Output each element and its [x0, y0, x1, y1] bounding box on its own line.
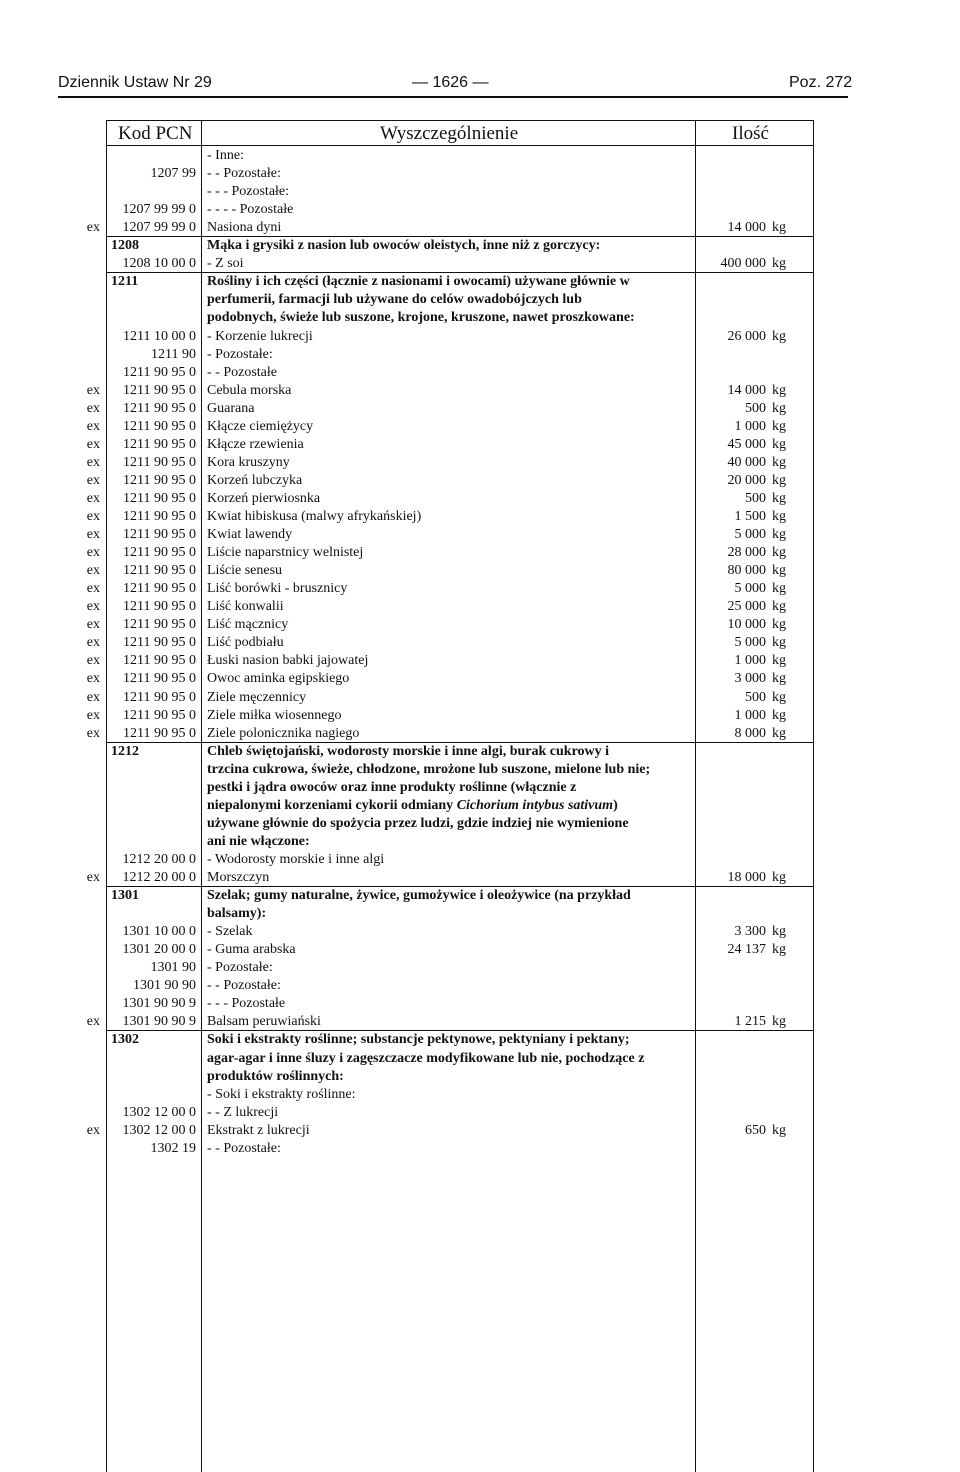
description: - - - Pozostałe: [207, 996, 286, 1012]
quantity-unit: kg: [772, 527, 786, 543]
description: - Wodorosty morskie i inne algi: [207, 851, 385, 867]
table-header-border: [106, 145, 814, 146]
quantity-unit: kg: [772, 924, 786, 940]
pcn-code: 1211 90 95 0: [123, 527, 196, 543]
description: podobnych, świeże lub suszone, krojone, kruszone, nawet proszkowane:: [207, 310, 635, 326]
description: Balsam peruwiański: [207, 1014, 321, 1030]
pcn-code: 1302: [111, 1032, 139, 1048]
table-row: [0, 364, 960, 382]
quantity-unit: kg: [772, 509, 786, 524]
page-header-left: Dziennik Ustaw Nr 29: [58, 74, 212, 91]
quantity-value: 3 300: [734, 924, 766, 940]
group-divider: [106, 886, 814, 887]
description: - Inne:: [207, 148, 244, 163]
pcn-code: 1211 90 95 0: [123, 400, 196, 416]
table-row: [0, 436, 960, 454]
quantity-unit: kg: [772, 472, 786, 488]
quantity-unit: kg: [772, 382, 786, 398]
description: Soki i ekstrakty roślinne; substancje pektynowe, pektyniany i pektany;: [207, 1032, 630, 1048]
pcn-code: 1301 20 00 0: [122, 942, 196, 958]
quantity-value: 5 000: [734, 527, 766, 543]
pcn-code: 1302 12 00 0: [122, 1104, 196, 1120]
pcn-code: 1301 90: [150, 960, 196, 976]
column-header-description: Wyszczególnienie: [380, 123, 519, 144]
quantity-value: 28 000: [727, 545, 766, 561]
description: - Guma arabska: [207, 942, 296, 958]
latin-name: Cichorium intybus sativum: [456, 797, 614, 813]
pcn-code: 1211 90 95 0: [123, 545, 196, 561]
description: Ziele miłka wiosennego: [207, 707, 342, 723]
pcn-code: 1301 90 90 9: [122, 1014, 196, 1030]
description: Chleb świętojański, wodorosty morskie i inne algi, burak cukrowy i: [207, 743, 610, 759]
quantity-value: 24 137: [727, 942, 766, 958]
ex-marker: ex: [86, 509, 100, 524]
quantity-value: 500: [745, 490, 766, 506]
table-row: [0, 273, 960, 291]
description: Kłącze rzewienia: [207, 436, 304, 452]
table-row: [0, 977, 960, 995]
table-row: [0, 1050, 960, 1068]
ex-marker: ex: [86, 472, 100, 488]
pcn-code: 1211 90 95 0: [123, 418, 196, 434]
description: Morszczyn: [207, 870, 270, 885]
quantity-unit: kg: [772, 328, 786, 344]
group-divider: [106, 272, 814, 273]
description: Nasiona dyni: [207, 220, 282, 236]
description: Mąka i grysiki z nasion lub owoców oleistych, inne niż z gorczycy:: [207, 238, 601, 254]
quantity-value: 650: [745, 1122, 766, 1138]
table-row: [0, 201, 960, 219]
description: Owoc aminka egipskiego: [207, 671, 350, 687]
description: Liść konwalii: [207, 599, 284, 615]
quantity-value: 500: [745, 400, 766, 416]
table-row: [0, 382, 960, 400]
description: - - Pozostałe:: [207, 166, 281, 182]
pcn-code: 1211 90 95 0: [123, 635, 196, 651]
table-row: [0, 923, 960, 941]
quantity-value: 500: [745, 689, 766, 705]
ex-marker: ex: [86, 220, 100, 236]
table-row: [0, 887, 960, 905]
ex-marker: ex: [86, 581, 100, 597]
quantity-value: 18 000: [727, 870, 766, 885]
description: - Soki i ekstrakty roślinne:: [207, 1086, 356, 1102]
table-row: [0, 652, 960, 670]
description: Liście senesu: [207, 563, 283, 579]
table-row: [0, 833, 960, 851]
ex-marker: ex: [86, 1122, 100, 1138]
ex-marker: ex: [86, 1014, 100, 1030]
quantity-value: 80 000: [727, 563, 766, 579]
ex-marker: ex: [86, 527, 100, 543]
table-row: [0, 454, 960, 472]
ex-marker: ex: [86, 689, 100, 705]
table-row: [0, 707, 960, 725]
quantity-value: 1 215: [734, 1014, 766, 1030]
quantity-value: 14 000: [727, 220, 766, 236]
table-row: [0, 1031, 960, 1049]
table-row: [0, 255, 960, 273]
ex-marker: ex: [86, 671, 100, 687]
description: agar-agar i inne śluzy i zagęszczacze modyfikowane lub nie, pochodzące z: [207, 1050, 645, 1066]
table-row: [0, 670, 960, 688]
quantity-value: 400 000: [720, 256, 766, 272]
quantity-unit: kg: [772, 942, 786, 958]
pcn-code: 1211 90 95 0: [123, 581, 196, 597]
table-row: [0, 959, 960, 977]
quantity-value: 20 000: [727, 472, 766, 488]
pcn-code: 1211 90 95 0: [123, 490, 196, 506]
ex-marker: ex: [86, 418, 100, 434]
description: - - - Pozostałe:: [207, 184, 290, 200]
quantity-unit: kg: [772, 545, 786, 561]
group-divider: [106, 742, 814, 743]
pcn-code: 1211 90 95 0: [123, 382, 196, 398]
description: - Szelak: [207, 924, 253, 940]
table-row: [0, 183, 960, 201]
pcn-code: 1211 90 95 0: [123, 725, 196, 741]
pcn-code: 1301: [111, 888, 139, 904]
quantity-unit: kg: [772, 1122, 786, 1138]
table-row: [0, 995, 960, 1013]
description: niepalonymi korzeniami cykorii odmiany Cichorium intybus sativum): [207, 797, 618, 813]
table-row: [0, 1086, 960, 1104]
table-row: [0, 472, 960, 490]
ex-marker: ex: [86, 725, 100, 741]
ex-marker: ex: [86, 599, 100, 615]
quantity-unit: kg: [772, 454, 786, 470]
pcn-code: 1211 90 95 0: [123, 671, 196, 687]
table-row: [0, 779, 960, 797]
table-row: [0, 598, 960, 616]
description: - Pozostałe:: [207, 346, 273, 362]
table-row: [0, 580, 960, 598]
pcn-code: 1211 90 95 0: [123, 653, 196, 669]
table-row: [0, 1068, 960, 1086]
pcn-code: 1212 20 00 0: [122, 870, 196, 885]
description: trzcina cukrowa, świeże, chłodzone, mrożone lub suszone, mielone lub nie;: [207, 761, 651, 777]
table-row: [0, 1140, 960, 1158]
table-row: [0, 815, 960, 833]
quantity-unit: kg: [772, 256, 786, 272]
ex-marker: ex: [86, 436, 100, 452]
pcn-code: 1301 10 00 0: [122, 924, 196, 940]
quantity-value: 1 000: [734, 707, 766, 723]
table-top-border: [106, 120, 814, 121]
table-row: [0, 544, 960, 562]
quantity-unit: kg: [772, 671, 786, 687]
quantity-value: 3 000: [734, 671, 766, 687]
pcn-code: 1212: [111, 743, 139, 759]
description: Liść borówki - brusznicy: [207, 581, 348, 597]
quantity-value: 5 000: [734, 635, 766, 651]
quantity-unit: kg: [772, 563, 786, 579]
quantity-value: 1 500: [734, 509, 766, 524]
group-divider: [106, 1030, 814, 1031]
ex-marker: ex: [86, 563, 100, 579]
table-row: [0, 689, 960, 707]
ex-marker: ex: [86, 707, 100, 723]
description: - - Z lukrecji: [207, 1104, 279, 1120]
table-row: [0, 941, 960, 959]
description: - Z soi: [207, 256, 244, 272]
description: używane głównie do spożycia przez ludzi, gdzie indziej nie wymienione: [207, 815, 629, 831]
description: Korzeń lubczyka: [207, 472, 303, 488]
description: Rośliny i ich części (łącznie z nasionami i owocami) używane głównie w: [207, 274, 630, 290]
description: Cebula morska: [207, 382, 292, 398]
pcn-code: 1211 90 95 0: [123, 436, 196, 452]
quantity-value: 26 000: [727, 328, 766, 344]
quantity-unit: kg: [772, 220, 786, 236]
pcn-code: 1301 90 90 9: [122, 996, 196, 1012]
pcn-code: 1207 99 99 0: [122, 220, 196, 236]
quantity-unit: kg: [772, 436, 786, 452]
quantity-value: 45 000: [727, 436, 766, 452]
pcn-code: 1302 19: [150, 1140, 196, 1156]
description: Kwiat lawendy: [207, 527, 293, 543]
pcn-code: 1211 90: [151, 346, 196, 362]
quantity-unit: kg: [772, 418, 786, 434]
table-row: [0, 634, 960, 652]
description: Kłącze ciemiężycy: [207, 418, 314, 434]
quantity-unit: kg: [772, 707, 786, 723]
quantity-value: 8 000: [734, 725, 766, 741]
description: Ziele męczennicy: [207, 689, 307, 705]
table-row: [0, 237, 960, 255]
table-row: [0, 616, 960, 634]
ex-marker: ex: [86, 617, 100, 633]
description: Ziele polonicznika nagiego: [207, 725, 360, 741]
column-header-quantity: Ilość: [732, 123, 769, 144]
table-row: [0, 147, 960, 165]
quantity-value: 1 000: [734, 418, 766, 434]
ex-marker: ex: [86, 870, 100, 885]
quantity-unit: kg: [772, 689, 786, 705]
pcn-code: 1301 90 90: [133, 978, 196, 994]
quantity-value: 5 000: [734, 581, 766, 597]
quantity-unit: kg: [772, 581, 786, 597]
quantity-unit: kg: [772, 870, 786, 885]
table-row: [0, 490, 960, 508]
quantity-value: 14 000: [727, 382, 766, 398]
description: - Pozostałe:: [207, 960, 273, 976]
table-row: [0, 219, 960, 237]
description: Korzeń pierwiosnka: [207, 490, 321, 506]
ex-marker: ex: [86, 454, 100, 470]
pcn-code: 1211 90 95 0: [123, 689, 196, 705]
ex-marker: ex: [86, 400, 100, 416]
ex-marker: ex: [86, 653, 100, 669]
position-number: Poz. 272: [789, 74, 853, 91]
table-row: [0, 562, 960, 580]
table-row: [0, 797, 960, 815]
ex-marker: ex: [86, 490, 100, 506]
pcn-code: 1211: [111, 274, 139, 290]
description: - Korzenie lukrecji: [207, 328, 313, 344]
description: Szelak; gumy naturalne, żywice, gumożywice i oleożywice (na przykład: [207, 888, 631, 904]
description: Guarana: [207, 400, 255, 416]
table-row: [0, 851, 960, 869]
description: Ekstrakt z lukrecji: [207, 1122, 310, 1138]
table-row: [0, 328, 960, 346]
pcn-code: 1211 90 95 0: [123, 707, 196, 723]
table-row: [0, 508, 960, 526]
pcn-code: 1211 90 95 0: [123, 454, 196, 470]
table-row: [0, 761, 960, 779]
column-header-code: Kod PCN: [118, 123, 193, 144]
description: Liście naparstnicy welnistej: [207, 545, 364, 561]
pcn-code: 1211 90 95 0: [123, 509, 196, 524]
description: - - Pozostałe:: [207, 1140, 281, 1156]
description: - - - - Pozostałe: [207, 202, 294, 218]
quantity-unit: kg: [772, 1014, 786, 1030]
pcn-code: 1211 90 95 0: [123, 617, 196, 633]
description: pestki i jądra owoców oraz inne produkty roślinne (włącznie z: [207, 779, 577, 795]
description: balsamy):: [207, 906, 267, 922]
pcn-code: 1208: [111, 238, 139, 254]
quantity-unit: kg: [772, 617, 786, 633]
quantity-value: 10 000: [727, 617, 766, 633]
pcn-code: 1211 90 95 0: [123, 472, 196, 488]
pcn-code: 1211 10 00 0: [123, 328, 196, 344]
pcn-code: 1207 99 99 0: [122, 202, 196, 218]
description: Liść podbiału: [207, 635, 284, 651]
pcn-code: 1302 12 00 0: [122, 1122, 196, 1138]
quantity-unit: kg: [772, 490, 786, 506]
description: Kwiat hibiskusa (malwy afrykańskiej): [207, 509, 422, 524]
description: - - Pozostałe:: [207, 978, 281, 994]
quantity-value: 25 000: [727, 599, 766, 615]
description: Łuski nasion babki jajowatej: [207, 653, 369, 669]
quantity-unit: kg: [772, 599, 786, 615]
ex-marker: ex: [86, 545, 100, 561]
group-divider: [106, 236, 814, 237]
table-row: [0, 869, 960, 887]
quantity-unit: kg: [772, 725, 786, 741]
table-row: [0, 1104, 960, 1122]
table-row: [0, 418, 960, 436]
table-row: [0, 743, 960, 761]
description: produktów roślinnych:: [207, 1068, 344, 1084]
quantity-value: 1 000: [734, 653, 766, 669]
pcn-code: 1211 90 95 0: [123, 364, 196, 380]
quantity-unit: kg: [772, 400, 786, 416]
quantity-unit: kg: [772, 653, 786, 669]
pcn-code: 1212 20 00 0: [122, 851, 196, 867]
table-row: [0, 526, 960, 544]
quantity-unit: kg: [772, 635, 786, 651]
pcn-code: 1208 10 00 0: [122, 256, 196, 272]
table-row: [0, 309, 960, 327]
pcn-code: 1211 90 95 0: [123, 563, 196, 579]
pcn-code: 1211 90 95 0: [123, 599, 196, 615]
description: ani nie włączone:: [207, 833, 310, 849]
table-row: [0, 1013, 960, 1031]
description: Kora kruszyny: [207, 454, 290, 470]
table-row: [0, 291, 960, 309]
ex-marker: ex: [86, 635, 100, 651]
page-number: — 1626 —: [412, 74, 489, 91]
description: - - Pozostałe: [207, 364, 277, 380]
table-row: [0, 346, 960, 364]
ex-marker: ex: [86, 382, 100, 398]
table-row: [0, 1122, 960, 1140]
table-row: [0, 400, 960, 418]
pcn-code: 1207 99: [150, 166, 196, 182]
table-row: [0, 905, 960, 923]
description: Liść mącznicy: [207, 617, 289, 633]
table-row: [0, 725, 960, 743]
quantity-value: 40 000: [727, 454, 766, 470]
description: perfumerii, farmacji lub używane do celów owadobójczych lub: [207, 292, 582, 308]
table-row: [0, 165, 960, 183]
